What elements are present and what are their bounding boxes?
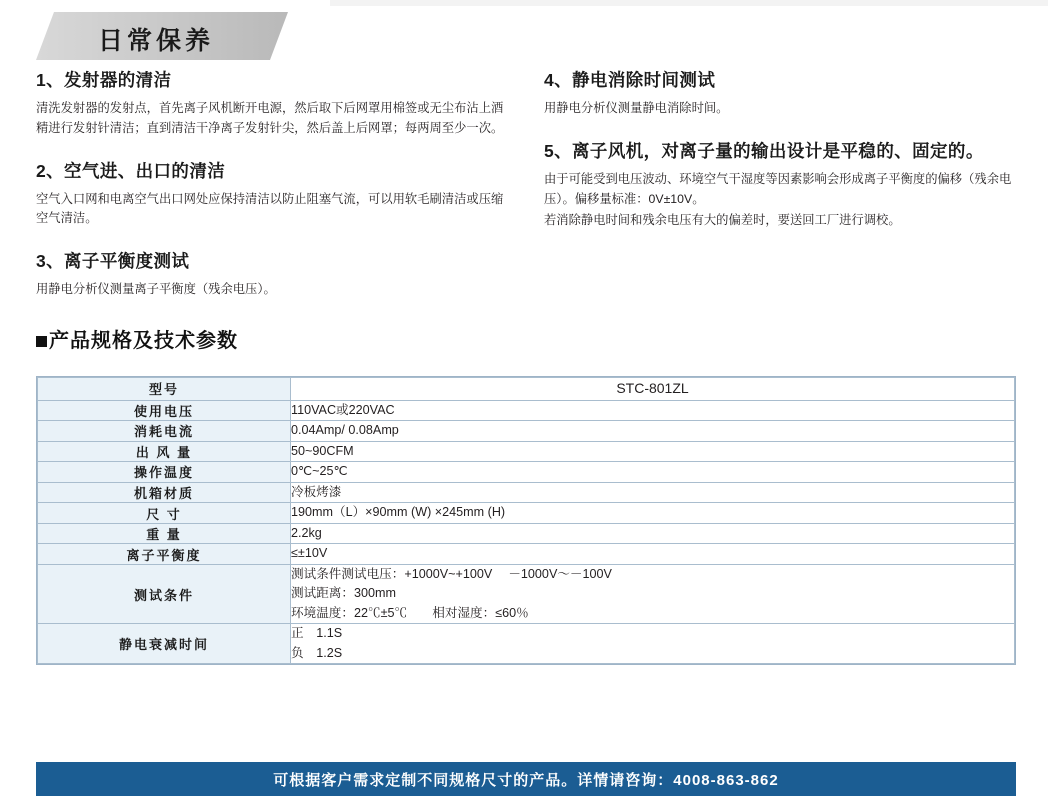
table-cell-line: ≤±10V [291,546,328,561]
table-cell-line: 50~90CFM [291,443,354,458]
table-row [38,482,1015,503]
table-cell-line: 2.2kg [291,525,322,540]
footer-text: 可根据客户需求定制不同规格尺寸的产品。详情请咨询：4008-863-862 [273,771,779,789]
top-strip [330,0,1048,6]
table-cell-label: 使用电压 [38,400,291,421]
table-cell-value [291,421,1015,442]
table-cell-line: 110VAC或220VAC [291,402,395,417]
table-cell-line: 负 1.2S [291,645,343,660]
spec-table [37,377,1015,664]
spec-section-heading-text: 产品规格及技术参数 [49,330,238,352]
maintenance-heading-2: 2、空气进、出口的清洁 [36,160,226,181]
table-cell-line: 测试距离：300mm [291,586,396,601]
maintenance-heading-1: 1、发射器的清洁 [36,70,172,90]
maintenance-text-1: 清洗发射器的发射点，首先离子风机断开电源，然后取下后网罩用棉签或无尘布沾上酒精进行发射针清洁；直到清洁干净离子发射针尖，然后盖上后网罩；每两周至少一次。 [36,100,504,135]
table-cell-label: 操作温度 [38,462,291,483]
maintenance-text-2: 空气入口网和电离空气出口网处应保持清洁以防止阻塞气流，可以用软毛刷清洁或压缩空气清洁。 [36,191,504,226]
table-cell-label: 消耗电流 [38,421,291,442]
table-row [38,421,1015,442]
table-cell-value [291,462,1015,483]
table-cell-label: 型号 [38,378,291,401]
table-cell-value [291,564,1015,624]
table-cell-label: 尺 寸 [38,503,291,524]
maintenance-column-right [544,70,1016,300]
table-cell-label: 机箱材质 [38,482,291,503]
maintenance-text-3: 用静电分析仪测量离子平衡度（残余电压）。 [36,282,276,297]
table-cell-label: 测试条件 [38,564,291,624]
table-row [38,441,1015,462]
table-row [38,503,1015,524]
table-cell-line: 0℃~25℃ [291,464,348,479]
table-cell-line: 正 1.1S [291,626,343,641]
maintenance-column-left [36,70,508,300]
table-cell-label: 重 量 [38,523,291,544]
square-bullet-icon [36,336,47,347]
table-row [38,624,1015,664]
maintenance-text-4: 用静电分析仪测量静电消除时间。 [544,100,729,115]
maintenance-text-5b: 若消除静电时间和残余电压有大的偏差时，要送回工厂进行调校。 [544,213,901,228]
table-row [38,564,1015,624]
maintenance-heading-3: 3、离子平衡度测试 [36,251,190,272]
maintenance-heading-5: 5、离子风机，对离子量的输出设计是平稳的、固定的。 [544,140,984,161]
table-row [38,462,1015,483]
table-cell-line: 测试条件测试电压：+1000V~+100V －1000V～－100V [291,566,612,581]
table-cell-value [291,624,1015,664]
spec-section-heading [36,324,238,353]
table-cell-value [291,400,1015,421]
table-cell-value [291,523,1015,544]
table-row [38,378,1015,401]
maintenance-columns [36,70,1016,300]
table-cell-label: 离子平衡度 [38,544,291,565]
table-row [38,400,1015,421]
table-cell-value [291,503,1015,524]
table-cell-label: 出 风 量 [38,441,291,462]
table-cell-label: 静电衰减时间 [38,624,291,664]
table-cell-line: 环境温度：22℃±5℃ 相对湿度：≤60％ [291,605,529,620]
table-cell-line: STC-801ZL [616,380,689,396]
table-cell-line: 0.04Amp/ 0.08Amp [291,423,399,438]
section-banner [36,12,288,60]
maintenance-heading-4: 4、静电消除时间测试 [544,70,716,90]
table-cell-value [291,441,1015,462]
table-cell-line: 190mm（L）×90mm (W) ×245mm (H) [291,505,506,520]
footer-bar [36,762,1016,796]
maintenance-text-5a: 由于可能受到电压波动、环境空气干湿度等因素影响会形成离子平衡度的偏移（残余电压）。偏移量标准：0V±10V。 [544,171,1012,206]
table-row [38,523,1015,544]
spec-table-wrapper [36,376,1016,665]
table-cell-value [291,378,1015,401]
banner-title: 日常保养 [98,28,215,55]
table-cell-value [291,544,1015,565]
table-cell-value [291,482,1015,503]
table-row [38,544,1015,565]
table-cell-line: 冷板烤漆 [291,484,342,499]
